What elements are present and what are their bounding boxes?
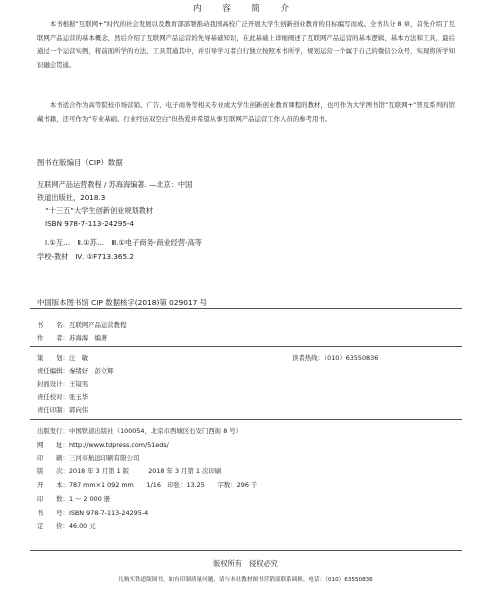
field-label: 版 次： bbox=[37, 467, 69, 475]
field-value: 互联网产品运营教程 bbox=[68, 321, 127, 329]
publication-row bbox=[37, 453, 139, 462]
field-value: 1 ～ 2 000 册 bbox=[68, 495, 111, 503]
field-value: 王镜夷 bbox=[68, 380, 89, 388]
field-label: 书 名： bbox=[37, 321, 69, 329]
field-value: 中国铁道出版社（100054，北京市西城区右安门西街 8 号） bbox=[68, 427, 243, 435]
divider bbox=[30, 308, 462, 309]
field-label: 书 号： bbox=[37, 509, 69, 517]
divider bbox=[30, 346, 462, 347]
editor-row bbox=[37, 392, 88, 401]
summary-paragraph-1: 本书根据“互联网+”时代的社会发展以及教育部部署推动我国高校广泛开展大学生创新创业教育的目标编写而成。全书共分 8 章，首先介绍了互联网产品运营的基本概念，然后介绍了互联网产品运营的先导基础知识，在此基础上详细阐述了互联网产品运营的基本逻辑、基本方法和工具，最后通过一个运营实例，将前面所学的方法、工具贯通其中，并引导学习者自行独立按照本书所学，规划运营一个属于自己的微信公众号，实现将所学知识融会贯通。 bbox=[37, 20, 455, 69]
field-value: 汪 敏 bbox=[68, 354, 89, 362]
publication-row bbox=[37, 466, 221, 475]
field-value: 46.00 元 bbox=[68, 522, 96, 530]
editor-row bbox=[37, 366, 114, 375]
field-label: 定 价： bbox=[37, 522, 69, 530]
divider bbox=[30, 419, 462, 420]
editor-row bbox=[37, 405, 88, 414]
field-label: 责任校对： bbox=[37, 393, 69, 401]
cip-line: ISBN 978-7-113-24295-4 bbox=[45, 219, 135, 228]
field-value: 秦绪好 彭立辉 bbox=[68, 367, 114, 375]
book-title-row bbox=[37, 320, 126, 329]
publication-row bbox=[37, 480, 257, 489]
field-value: 张玉华 bbox=[68, 393, 89, 401]
hotline-row bbox=[292, 353, 378, 362]
planner-row bbox=[37, 353, 88, 362]
cip-line: Ⅰ.①互… Ⅱ.①苏… Ⅲ.①电子商务-商业经营-高等 bbox=[45, 238, 202, 247]
cip-line: 铁道出版社，2018.3 bbox=[37, 193, 106, 202]
field-value: 三河市航远印刷有限公司 bbox=[68, 454, 140, 462]
field-label: 责任编辑： bbox=[37, 367, 69, 375]
summary-title: 内 容 简 介 bbox=[192, 4, 299, 14]
publication-row bbox=[37, 508, 148, 517]
field-value: 787 mm×1 092 mm 1/16 印张：13.25 字数：296 千 bbox=[68, 481, 258, 489]
field-label: 作 者： bbox=[37, 334, 69, 342]
field-label: 封面设计： bbox=[37, 380, 69, 388]
divider bbox=[30, 550, 462, 551]
field-label: 印 数： bbox=[37, 495, 69, 503]
cip-heading: 图书在版编目（CIP）数据 bbox=[37, 158, 123, 167]
field-label: 开 本： bbox=[37, 481, 69, 489]
cip-line: “十三五”大学生创新创业规划教材 bbox=[45, 206, 154, 215]
field-value: http://www.tdpress.com/51eds/ bbox=[68, 441, 169, 449]
field-label: 出版发行： bbox=[37, 427, 69, 435]
quality-notice: 凡购买铁道版图书，如有印制质量问题，请与本社教材图书营销部联系调换。电话：（010）63550836 bbox=[118, 577, 373, 583]
publication-row bbox=[37, 440, 169, 449]
field-label: 印 刷： bbox=[37, 454, 69, 462]
field-value: （010）63550836 bbox=[323, 354, 379, 362]
summary-paragraph-2: 本书适合作为高等院校市场营销、广告、电子商务等相关专业或大学生创新创业教育课程的教材，也可作为大学图书馆“互联网+”普及系列的馆藏书籍，还可作为“专业基础、行业经历双空白”但热爱并希望从事互联网产品运营工作人员的参考用书。 bbox=[37, 101, 455, 123]
editor-row bbox=[37, 379, 88, 388]
publication-row bbox=[37, 494, 110, 503]
field-label: 读者热线： bbox=[292, 354, 324, 362]
field-value: 苏海海 编著 bbox=[68, 334, 108, 342]
field-value: 2018 年 3 月第 1 版 2018 年 3 月第 1 次印刷 bbox=[68, 467, 222, 475]
publication-row bbox=[37, 426, 242, 435]
cip-line: 互联网产品运营教程 / 苏海海编著. —北京：中国 bbox=[37, 180, 193, 189]
publication-row bbox=[37, 521, 96, 530]
field-label: 责任印制： bbox=[37, 406, 69, 414]
rights-notice: 版权所有 侵权必究 bbox=[213, 559, 278, 568]
field-value: ISBN 978-7-113-24295-4 bbox=[68, 509, 149, 517]
cip-record-number: 中国版本图书馆 CIP 数据核字(2018)第 029017 号 bbox=[37, 298, 208, 307]
field-label: 网 址： bbox=[37, 441, 69, 449]
author-row bbox=[37, 333, 107, 342]
field-label: 策 划： bbox=[37, 354, 69, 362]
cip-line: 学校-教材 Ⅳ. ①F713.365.2 bbox=[37, 252, 134, 261]
field-value: 郭向伟 bbox=[68, 406, 89, 414]
